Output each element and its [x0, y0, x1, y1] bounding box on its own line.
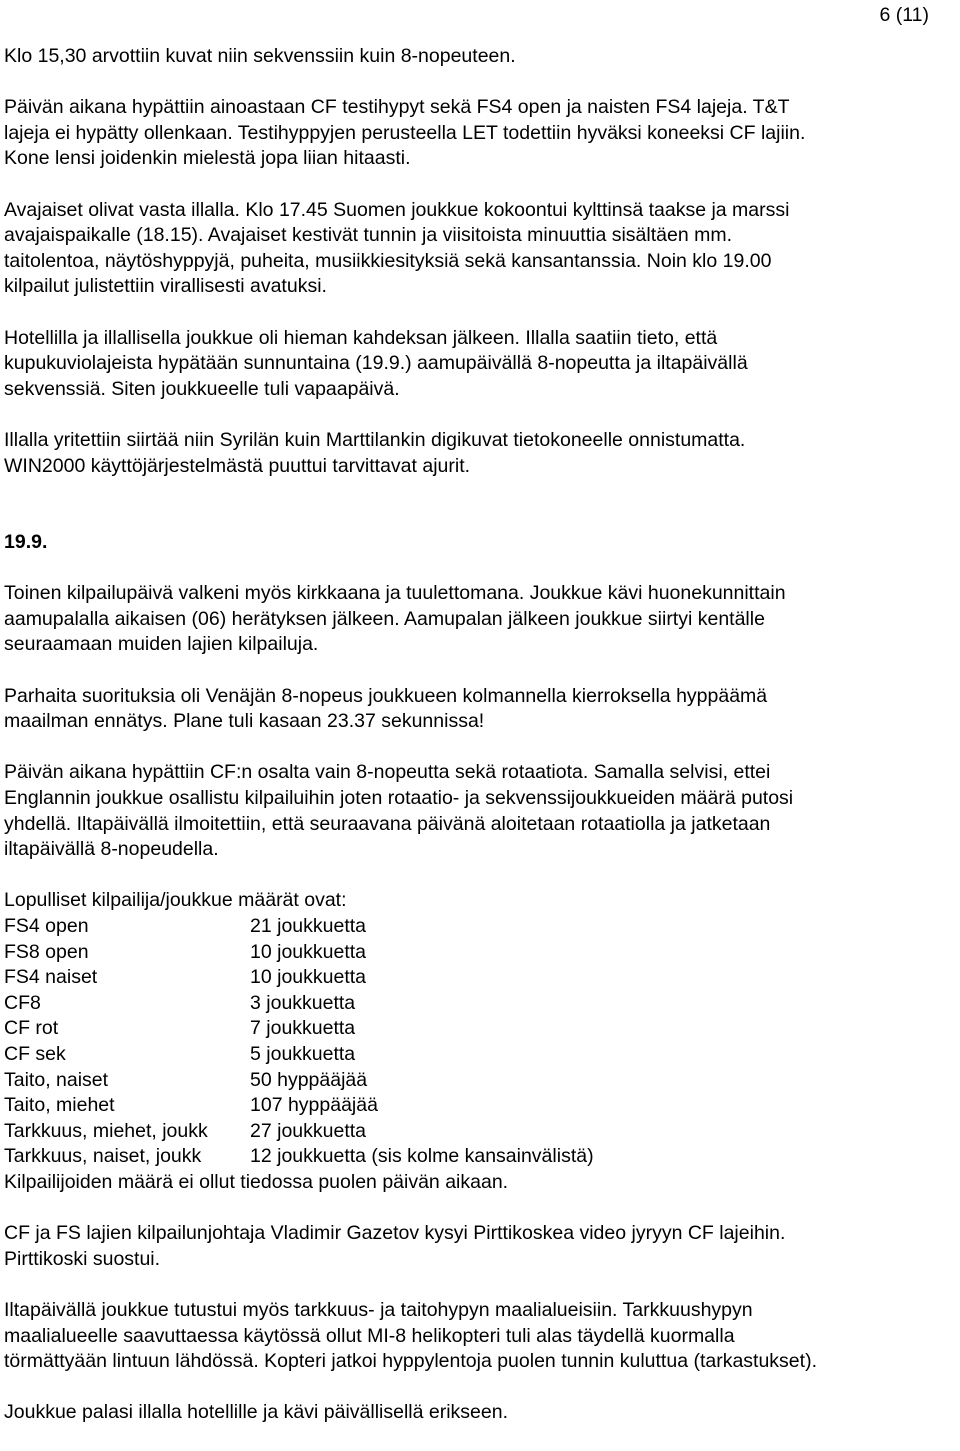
- counts-row: [4, 1068, 594, 1094]
- counts-table-body: [4, 914, 594, 1170]
- counts-value: 50 hyppääjää: [250, 1068, 368, 1091]
- paragraph: Joukkue palasi illalla hotellille ja kävi päivällisellä erikseen.: [4, 1401, 509, 1424]
- paragraph: Illalla yritettiin siirtää niin Syrilän kuin Marttilankin digikuvat tietokoneelle onnistumatta. WIN2000 käyttöjärjestelmästä puuttui tarvittavat ajurit.: [4, 428, 746, 477]
- counts-category: Tarkkuus, miehet, joukk: [4, 1119, 208, 1142]
- counts-row: [4, 1119, 594, 1145]
- counts-value: 10 joukkuetta: [250, 966, 367, 989]
- counts-category: Tarkkuus, naiset, joukk: [4, 1145, 202, 1168]
- counts-value: 12 joukkuetta (sis kolme kansainvälistä): [250, 1145, 594, 1168]
- counts-footer: Kilpailijoiden määrä ei ollut tiedossa puolen päivän aikaan.: [4, 1170, 509, 1193]
- counts-table: [4, 914, 594, 1170]
- counts-category: FS8 open: [4, 940, 89, 963]
- counts-value: 5 joukkuetta: [250, 1042, 356, 1065]
- paragraph: Päivän aikana hypättiin CF:n osalta vain 8-nopeutta sekä rotaatiota. Samalla selvisi, ettei Englannin joukkue osallistu kilpailuihin joten rotaatio- ja sekvenssijoukkueiden määrä putosi yhdellä. Iltapäivällä ilmoitettiin, että seuraavana päivänä aloitetaan rotaatiolla ja jatketaan iltapäivällä 8-nopeudella.: [4, 761, 794, 861]
- counts-category: CF8: [4, 991, 41, 1014]
- paragraph: CF ja FS lajien kilpailunjohtaja Vladimir Gazetov kysyi Pirttikoskea video jyryyn CF lajeihin. Pirttikoski suostui.: [4, 1222, 786, 1270]
- paragraph: Avajaiset olivat vasta illalla. Klo 17.45 Suomen joukkue kokoontui kylttinsä taakse ja marssi avajaispaikalle (18.15). Avajaiset kestivät tunnin ja viisitoista minuuttia sisältäen mm. taitolentoa, näytöshyppyjä, puheita, musiikkiesityksiä sekä kansantanssia. Noin klo 19.00 kilpailut julistettiin virallisesti avatuksi.: [4, 198, 790, 298]
- date-heading: 19.9.: [4, 531, 48, 554]
- counts-row: [4, 1042, 594, 1068]
- counts-category: CF sek: [4, 1042, 66, 1065]
- counts-value: 107 hyppääjää: [250, 1094, 378, 1117]
- paragraph: Parhaita suorituksia oli Venäjän 8-nopeus joukkueen kolmannella kierroksella hyppäämä maailman ennätys. Plane tuli kasaan 23.37 sekunnissa!: [4, 684, 768, 733]
- counts-value: 7 joukkuetta: [250, 1017, 356, 1040]
- paragraph: Iltapäivällä joukkue tutustui myös tarkkuus- ja taitohypyn maalialueisiin. Tarkkuushypyn maalialueelle saavuttaessa käytössä ollut MI-8 helikopteri tuli alas täydellä kuormalla törmättyään lintuun lähdössä. Kopteri jatkoi hyppylentoja puolen tunnin kuluttua (tarkastukset).: [4, 1298, 817, 1373]
- counts-value: 3 joukkuetta: [250, 991, 356, 1014]
- counts-row: [4, 914, 594, 940]
- counts-row: [4, 940, 594, 966]
- counts-row: [4, 965, 594, 991]
- page-number: 6 (11): [879, 4, 929, 26]
- counts-category: Taito, naiset: [4, 1068, 109, 1091]
- counts-category: Taito, miehet: [4, 1094, 115, 1117]
- counts-row: [4, 1016, 594, 1042]
- paragraph: Päivän aikana hypättiin ainoastaan CF testihypyt sekä FS4 open ja naisten FS4 lajeja. T&T lajeja ei hypätty ollenkaan. Testihyppyjen perusteella LET todettiin hyväksi koneeksi CF lajiin. Kone lensi joidenkin mielestä jopa liian hitaasti.: [4, 96, 806, 170]
- counts-row: [4, 1093, 594, 1119]
- counts-row: [4, 991, 594, 1017]
- document-body: [4, 44, 954, 1451]
- counts-category: FS4 open: [4, 915, 89, 937]
- counts-value: 10 joukkuetta: [250, 940, 367, 963]
- counts-category: FS4 naiset: [4, 966, 98, 989]
- paragraph: Toinen kilpailupäivä valkeni myös kirkkaana ja tuulettomana. Joukkue kävi huonekunnittain aamupalalla aikaisen (06) herätyksen jälkeen. Aamupalan jälkeen joukkue siirtyi kentälle seuraamaan muiden lajien kilpailuja.: [4, 582, 786, 656]
- counts-heading: Lopulliset kilpailija/joukkue määrät ovat:: [4, 889, 347, 912]
- counts-value: 27 joukkuetta: [250, 1119, 367, 1142]
- counts-category: CF rot: [4, 1017, 59, 1040]
- paragraph: Klo 15,30 arvottiin kuvat niin sekvenssiin kuin 8-nopeuteen.: [4, 45, 516, 67]
- counts-row: [4, 1144, 594, 1170]
- paragraph: Hotellilla ja illallisella joukkue oli hieman kahdeksan jälkeen. Illalla saatiin tieto, että kupukuviolajeista hypätään sunnuntaina (19.9.) aamupäivällä 8-nopeutta ja iltapäivällä sekvenssiä. Siten joukkueelle tuli vapaapäivä.: [4, 326, 748, 400]
- counts-value: 21 joukkuetta: [250, 915, 367, 937]
